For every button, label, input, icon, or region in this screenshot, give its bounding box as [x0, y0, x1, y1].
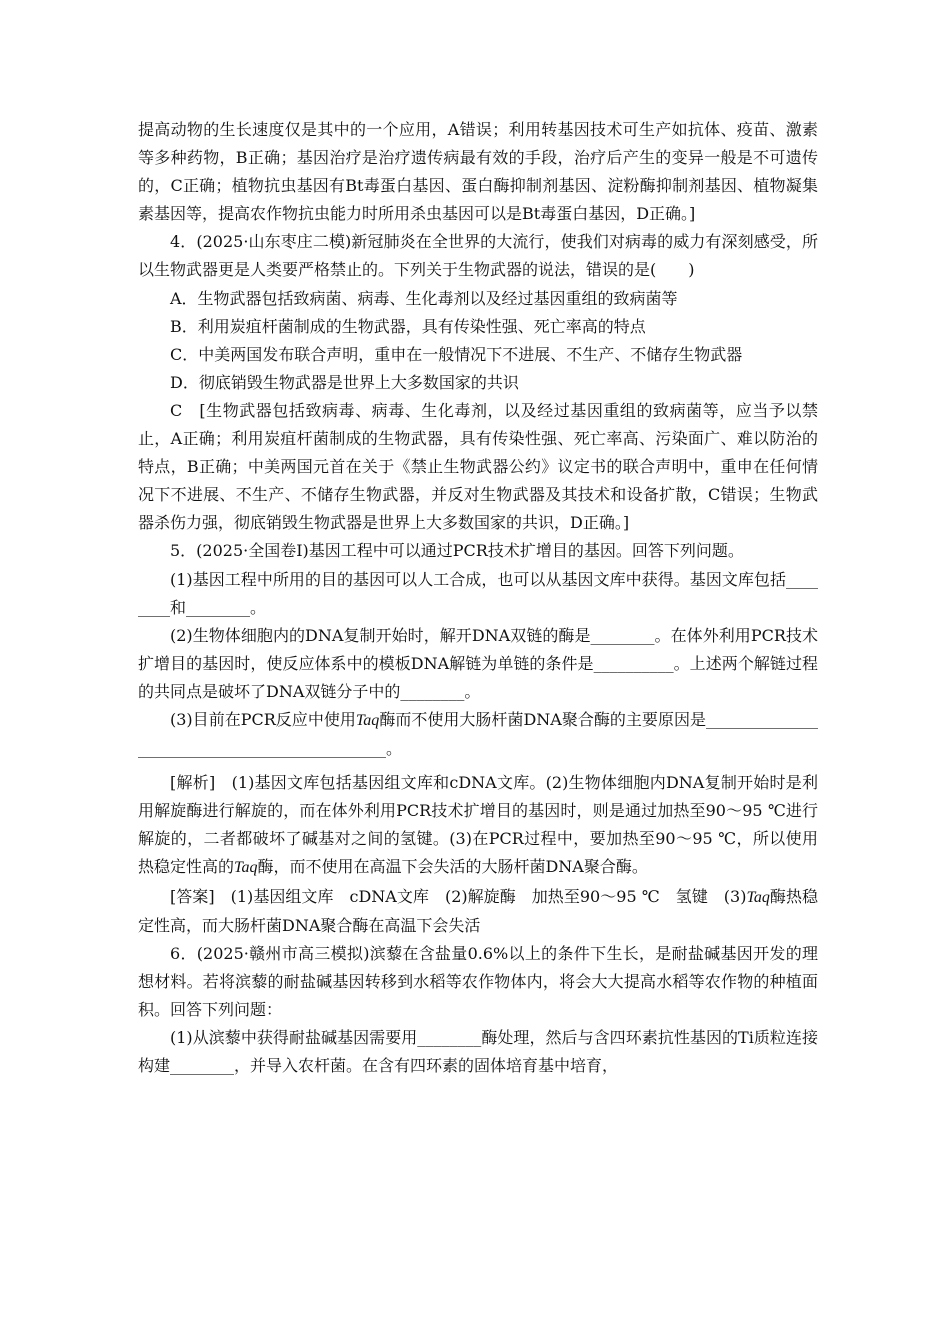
italic-term: Taq — [234, 859, 258, 877]
paragraph: A．生物武器包括致病菌、病毒、生化毒剂以及经过基因重组的致病菌等 — [170, 288, 678, 308]
italic-term: Taq — [746, 888, 770, 906]
paragraph: 5．(2025·全国卷Ⅰ)基因工程中可以通过PCR技术扩增目的基因。回答下列问题。 — [170, 541, 744, 561]
paragraph: 4．(2025·山东枣庄二模)新冠肺炎在全世界的大流行，使我们对病毒的威力有深刻感受，所以生物武器更是人类要严格禁止的。下列关于生物武器的说法，错误的是( ) — [138, 232, 818, 280]
text-run: 酶，而不使用在高温下会失活的大肠杆菌DNA聚合酶。 — [257, 857, 648, 877]
text-run: (3)目前在PCR反应中使用 — [170, 709, 356, 729]
paragraph: C [生物武器包括致病毒、病毒、生化毒剂，以及经过基因重组的致病菌等，应当予以禁止，A正确；利用炭疽杆菌制成的生物武器，具有传染性强、死亡率高、污染面广、难以防治的特点，B正确；中美两国元首在关于《禁止生物武器公约》议定书的联合声明中，重申在任何情况下不进展、不生产、不储存生物武器，并反对生物武器及其技术和设备扩散，C错误；生物武器杀伤力强，彻底销毁生物武器是世界上大多数国家的共识，D正确。] — [138, 400, 818, 533]
paragraph: C．中美两国发布联合声明，重申在一般情况下不进展、不生产、不储存生物武器 — [170, 344, 743, 364]
paragraph: 提高动物的生长速度仅是其中的一个应用，A错误；利用转基因技术可生产如抗体、疫苗、激素等多种药物，B正确；基因治疗是治疗遗传病最有效的手段，治疗后产生的变异一般是不可遗传的，C正确；植物抗虫基因有Bt毒蛋白基因、蛋白酶抑制剂基因、淀粉酶抑制剂基因、植物凝集素基因等，提高农作物抗虫能力时所用杀虫基因可以是Bt毒蛋白基因，D正确。] — [138, 120, 818, 224]
paragraph: (1)基因工程中所用的目的基因可以人工合成，也可以从基因文库中获得。基因文库包括________和________。 — [138, 569, 818, 617]
text-run: [解析] (1)基因文库包括基因组文库和cDNA文库。(2)生物体细胞内DNA复制开始时是利用解旋酶进行解旋的，而在体外利用PCR技术扩增目的基因时，则是通过加热至90～95 ℃进行解旋的，二者都破坏了碱基对之间的氢键。(3)在PCR过程中，要加热至90～95 ℃，所以使用热稳定性高的 — [138, 773, 818, 877]
paragraph — [138, 769, 818, 882]
paragraph: (2)生物体细胞内的DNA复制开始时，解开DNA双链的酶是________。在体外利用PCR技术扩增目的基因时，使反应体系中的模板DNA解链为单链的条件是__________。上述两个解链过程的共同点是破坏了DNA双链分子中的________。 — [138, 625, 818, 701]
text-run: 酶热稳定性高，而大肠杆菌DNA聚合酶在高温下会失活 — [138, 886, 818, 935]
paragraph: 6．(2025·赣州市高三模拟)滨藜在含盐量0.6%以上的条件下生长，是耐盐碱基因开发的理想材料。若将滨藜的耐盐碱基因转移到水稻等农作物体内，将会大大提高水稻等农作物的种植面积。回答下列问题： — [138, 943, 818, 1019]
paragraph: (1)从滨藜中获得耐盐碱基因需要用________酶处理，然后与含四环素抗性基因的Ti质粒连接构建________，并导入农杆菌。在含有四环素的固体培育基中培育， — [138, 1028, 818, 1076]
text-run: [答案] (1)基因组文库 cDNA文库 (2)解旋酶 加热至90～95 ℃ 氢键 (3) — [170, 886, 747, 906]
paragraph: D．彻底销毁生物武器是世界上大多数国家的共识 — [170, 372, 519, 392]
italic-term: Taq — [355, 711, 380, 729]
paragraph: B．利用炭疽杆菌制成的生物武器，具有传染性强、死亡率高的特点 — [170, 316, 646, 336]
document-page — [138, 116, 818, 1080]
paragraph — [138, 706, 818, 763]
text-run: 酶而不使用大肠杆菌DNA聚合酶的主要原因是_____________________________________________。 — [138, 709, 818, 759]
paragraph — [138, 883, 818, 940]
